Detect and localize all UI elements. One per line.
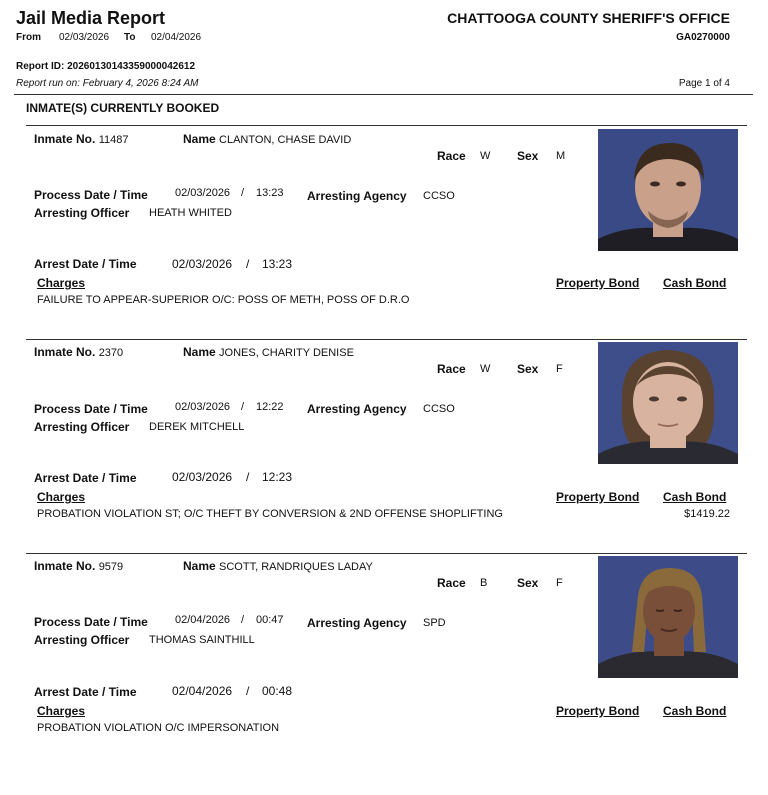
report-run: Report run on: February 4, 2026 8:24 AM (16, 78, 199, 89)
slash: / (246, 684, 250, 698)
slash: / (241, 187, 245, 199)
arrest-date: 02/03/2026 (172, 257, 233, 271)
process-date: 02/03/2026 (175, 187, 231, 199)
agency-label: Arresting Agency (307, 402, 407, 416)
to-date: 02/04/2026 (151, 32, 202, 43)
arrest-date: 02/04/2026 (172, 684, 233, 698)
sex-value: M (556, 150, 566, 162)
record-divider (26, 339, 747, 340)
cash-bond-label: Cash Bond (663, 276, 727, 290)
arrest-time: 12:23 (262, 470, 293, 484)
property-bond-label: Property Bond (556, 276, 640, 290)
property-bond-label: Property Bond (556, 704, 640, 718)
slash: / (246, 470, 250, 484)
agency-name: CHATTOOGA COUNTY SHERIFF'S OFFICE (447, 10, 730, 26)
mugshot-photo (598, 342, 738, 464)
property-bond-label: Property Bond (556, 490, 640, 504)
sex-value: F (556, 577, 563, 589)
arrest-label: Arrest Date / Time (34, 471, 137, 485)
record-divider (26, 553, 747, 554)
officer-label: Arresting Officer (34, 420, 130, 434)
cash-bond-label: Cash Bond (663, 704, 727, 718)
agency-label: Arresting Agency (307, 616, 407, 630)
inmate-no-label: Inmate No. (34, 345, 96, 359)
inmate-name: JONES, CHARITY DENISE (219, 347, 354, 359)
ori-number: GA0270000 (676, 32, 730, 43)
officer-label: Arresting Officer (34, 206, 130, 220)
inmate-name: CLANTON, CHASE DAVID (219, 134, 352, 146)
race-value: W (480, 150, 491, 162)
slash: / (241, 614, 245, 626)
inmate-no-label: Inmate No. (34, 132, 96, 146)
cash-bond-value: $1419.22 (684, 508, 730, 520)
record-divider (26, 125, 747, 126)
mugshot-photo (598, 556, 738, 678)
header-divider (14, 94, 753, 95)
name-label: Name (183, 345, 216, 359)
sex-label: Sex (517, 362, 539, 376)
arrest-time: 00:48 (262, 684, 293, 698)
process-time: 00:47 (256, 614, 284, 626)
charges-label: Charges (37, 276, 86, 290)
sex-label: Sex (517, 149, 539, 163)
report-id: Report ID: 20260130143359000042612 (16, 61, 196, 72)
from-date: 02/03/2026 (59, 32, 110, 43)
process-time: 13:23 (256, 187, 284, 199)
agency-value: CCSO (423, 403, 455, 415)
officer-label: Arresting Officer (34, 633, 130, 647)
agency-value: SPD (423, 617, 446, 629)
process-date: 02/03/2026 (175, 401, 231, 413)
report-title: Jail Media Report (16, 8, 166, 28)
charges-text: PROBATION VIOLATION O/C IMPERSONATION (37, 722, 280, 734)
arrest-label: Arrest Date / Time (34, 685, 137, 699)
officer-value: HEATH WHITED (149, 207, 232, 219)
race-label: Race (437, 576, 466, 590)
process-time: 12:22 (256, 401, 284, 413)
to-label: To (124, 32, 136, 43)
charges-label: Charges (37, 490, 86, 504)
charges-label: Charges (37, 704, 86, 718)
from-label: From (16, 32, 41, 43)
cash-bond-label: Cash Bond (663, 490, 727, 504)
section-title: INMATE(S) CURRENTLY BOOKED (26, 101, 220, 115)
process-label: Process Date / Time (34, 402, 148, 416)
officer-value: THOMAS SAINTHILL (149, 634, 255, 646)
process-date: 02/04/2026 (175, 614, 231, 626)
charges-text: PROBATION VIOLATION ST; O/C THEFT BY CONVERSION & 2ND OFFENSE SHOPLIFTING (37, 508, 503, 520)
mugshot-photo (598, 129, 738, 251)
agency-label: Arresting Agency (307, 189, 407, 203)
name-label: Name (183, 132, 216, 146)
sex-value: F (556, 363, 563, 375)
race-label: Race (437, 149, 466, 163)
inmate-no: 2370 (98, 347, 124, 359)
inmate-no-label: Inmate No. (34, 559, 96, 573)
inmate-name: SCOTT, RANDRIQUES LADAY (219, 561, 373, 573)
arrest-label: Arrest Date / Time (34, 257, 137, 271)
process-label: Process Date / Time (34, 615, 148, 629)
inmate-no: 9579 (98, 561, 124, 573)
officer-value: DEREK MITCHELL (149, 421, 245, 433)
race-value: W (480, 363, 491, 375)
name-label: Name (183, 559, 216, 573)
arrest-date: 02/03/2026 (172, 470, 233, 484)
slash: / (241, 401, 245, 413)
race-value: B (480, 577, 488, 589)
arrest-time: 13:23 (262, 257, 293, 271)
process-label: Process Date / Time (34, 188, 148, 202)
race-label: Race (437, 362, 466, 376)
agency-value: CCSO (423, 190, 455, 202)
page-number: Page 1 of 4 (678, 78, 730, 89)
inmate-no: 11487 (98, 134, 129, 146)
slash: / (246, 257, 250, 271)
charges-text: FAILURE TO APPEAR-SUPERIOR O/C: POSS OF METH, POSS OF D.R.O (37, 294, 410, 306)
sex-label: Sex (517, 576, 539, 590)
